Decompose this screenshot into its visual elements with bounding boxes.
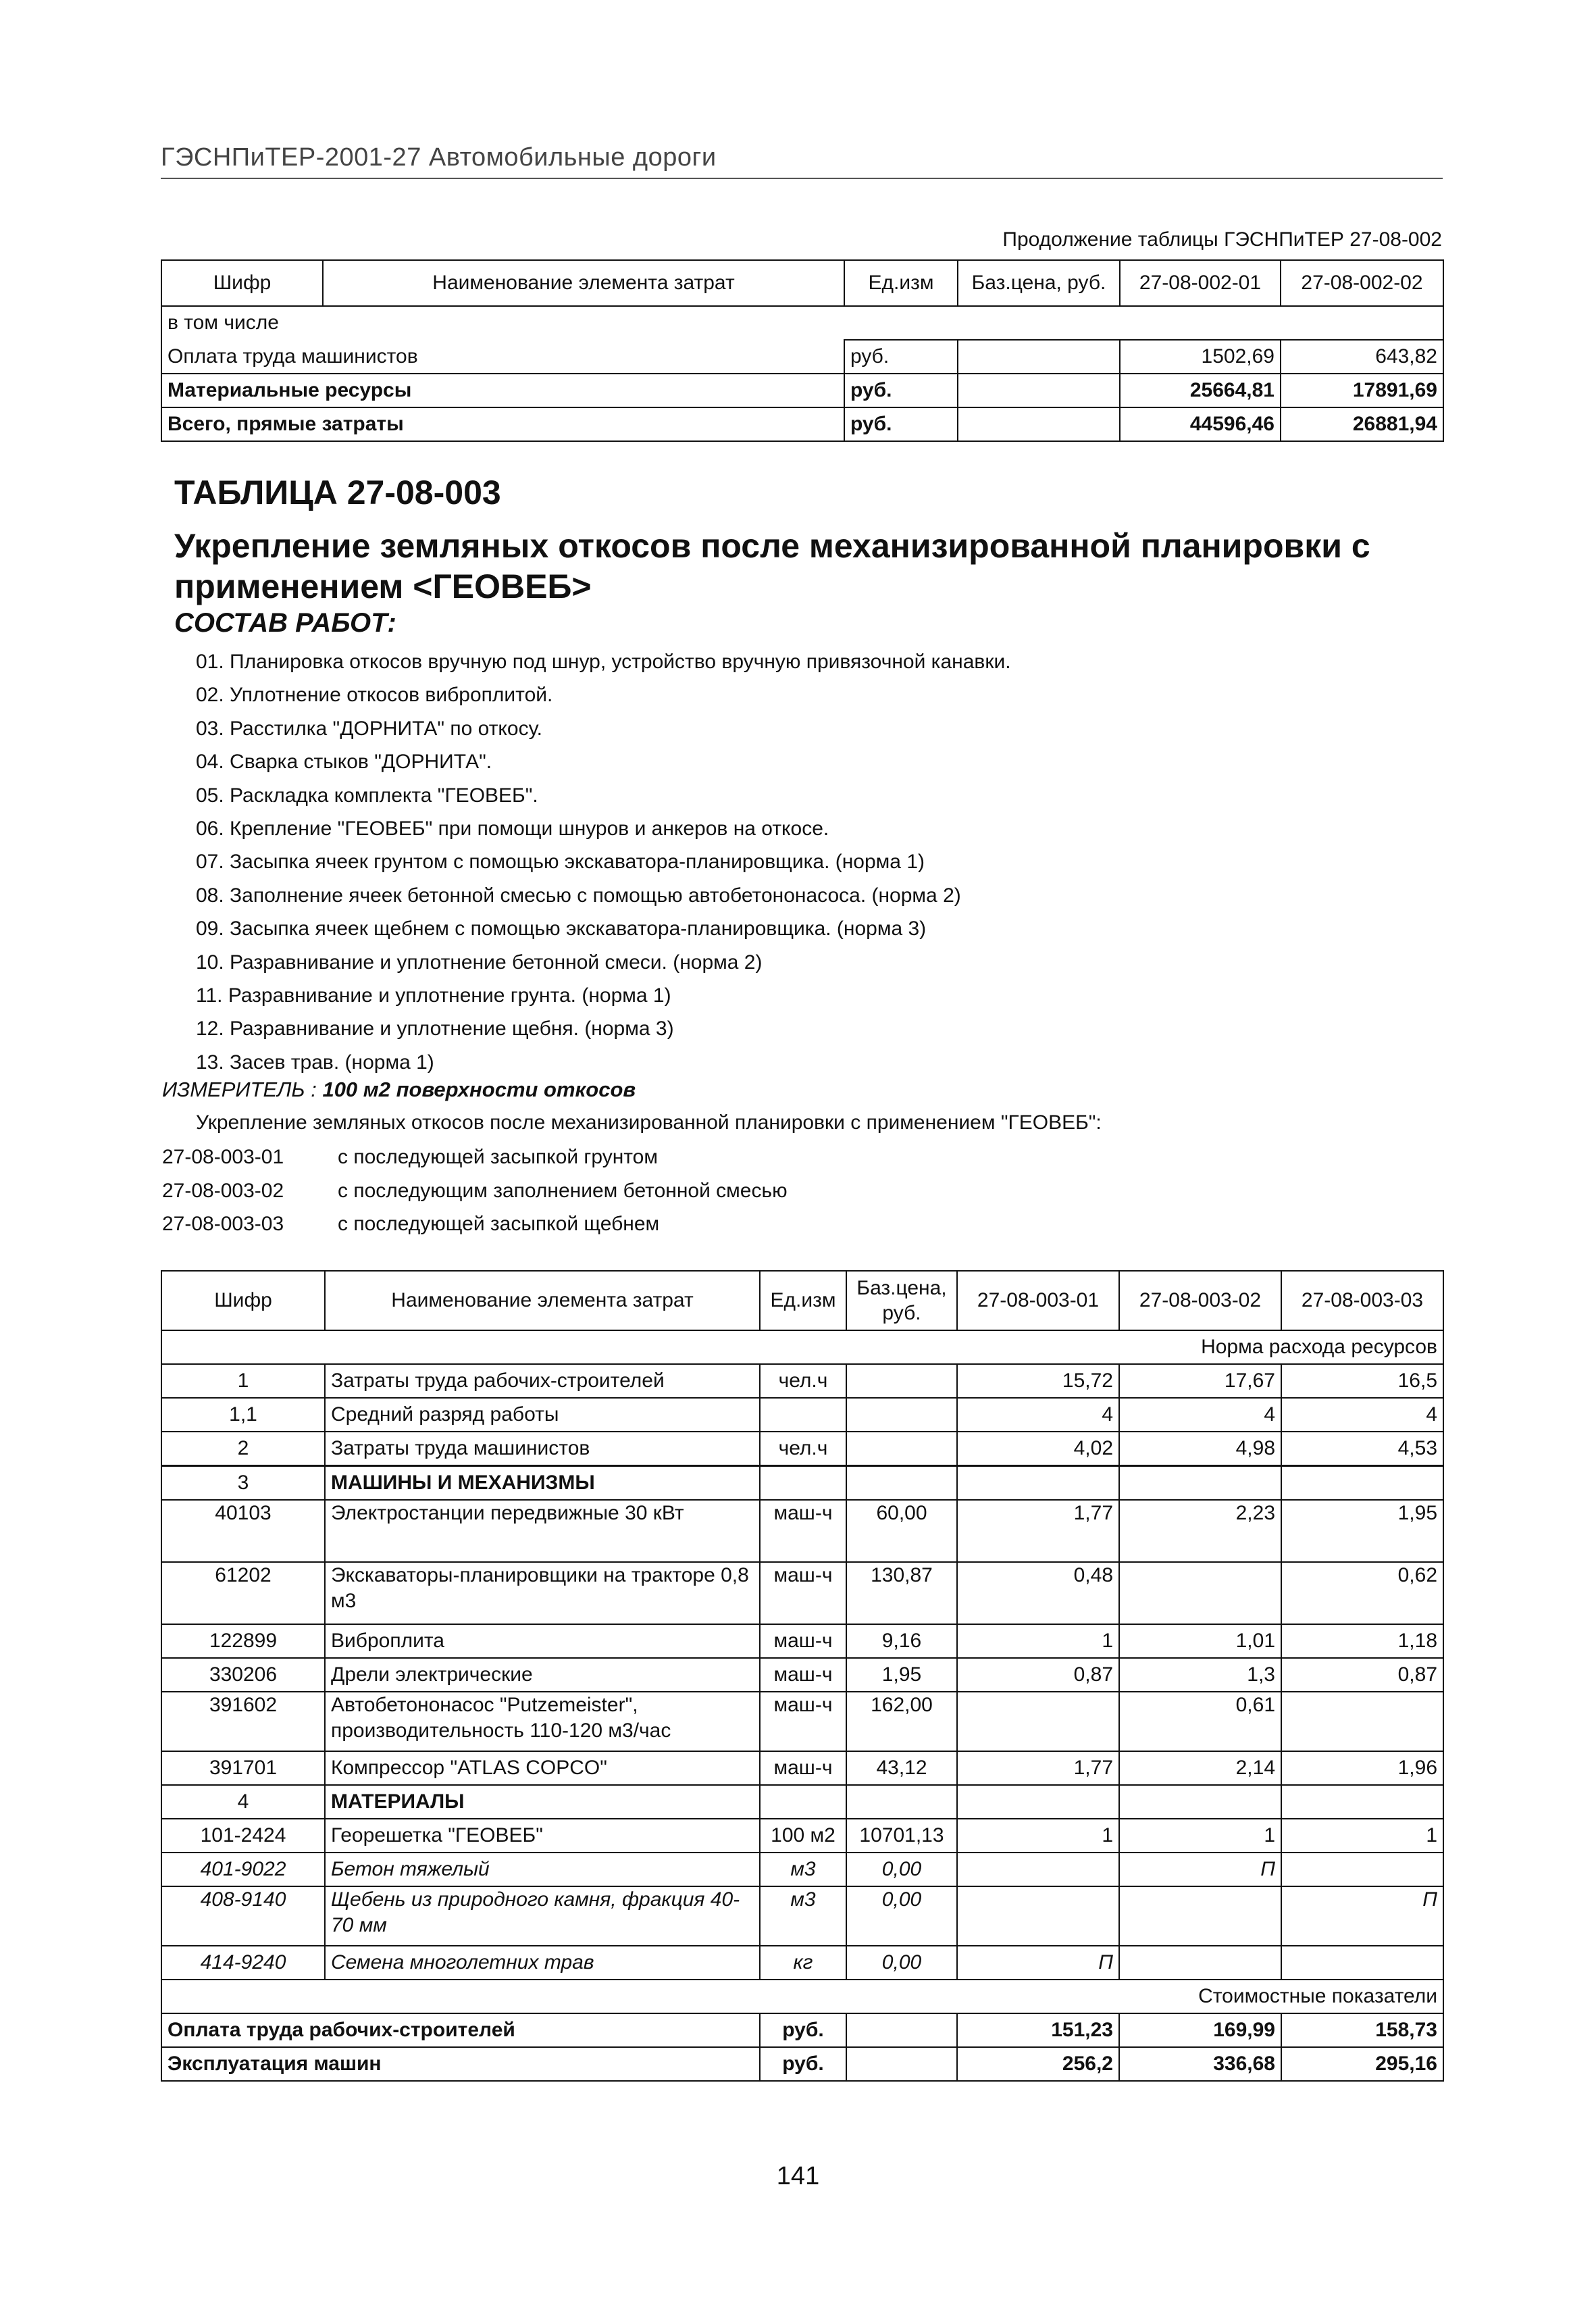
table-row [161,340,1443,374]
row-value: 2,14 [1119,1751,1281,1785]
row-value: 643,82 [1281,340,1443,374]
row-base-price [846,1398,957,1432]
column-header: 27-08-003-03 [1281,1271,1443,1330]
row-value: 4 [957,1398,1119,1432]
works-list [196,645,1011,1079]
row-base-price: 10701,13 [846,1819,957,1853]
column-header: Баз.цена, руб. [846,1271,957,1330]
measure-line [162,1078,636,1102]
column-header: 27-08-003-02 [1119,1271,1281,1330]
running-header: ГЭСНПиТЕР-2001-27 Автомобильные дороги [161,143,1443,179]
row-value [1119,1562,1281,1624]
list-item: 10. Разравнивание и уплотнение бетонной смеси. (норма 2) [196,951,763,974]
variant-text: с последующим заполнением бетонной смесью [338,1179,788,1202]
list-item: 09. Засыпка ячеек щебнем с помощью экскаватора-планировщика. (норма 3) [196,917,927,940]
row-code: 401-9022 [161,1853,325,1886]
row-base-price [958,340,1120,374]
works-composition-label: СОСТАВ РАБОТ: [174,608,396,638]
row-base-price: 0,00 [846,1853,957,1886]
row-code: 391602 [161,1692,325,1751]
table-title: ТАБЛИЦА 27-08-003 [174,474,501,511]
row-unit: руб. [844,374,958,407]
row-unit: маш-ч [760,1692,846,1751]
table-row [161,1886,1443,1946]
row-name: Бетон тяжелый [325,1853,760,1886]
resource-table-27-08-003 [161,1270,1444,2082]
list-item [162,1174,788,1208]
list-item: 01. Планировка откосов вручную под шнур, устройство вручную привязочной канавки. [196,651,1011,673]
row-value [957,1853,1119,1886]
row-value: 16,5 [1281,1364,1443,1398]
row-unit: маш-ч [760,1751,846,1785]
cost-section-header: Стоимостные показатели [161,1980,1443,2013]
row-name: Оплата труда машинистов [161,340,844,374]
row-value [957,1692,1119,1751]
row-value [1281,1853,1443,1886]
row-value: 0,87 [1281,1658,1443,1692]
row-value: 1 [1281,1819,1443,1853]
row-unit [760,1466,846,1501]
row-code: 1,1 [161,1398,325,1432]
row-value: П [1119,1853,1281,1886]
row-name: Георешетка "ГЕОВЕБ" [325,1819,760,1853]
row-value: 1 [957,1624,1119,1658]
row-value: П [1281,1886,1443,1946]
row-base-price [846,2047,957,2081]
row-code: 408-9140 [161,1886,325,1946]
row-base-price [958,374,1120,407]
row-name: Щебень из природного камня, фракция 40-70 мм [325,1886,760,1946]
table-row [161,1751,1443,1785]
column-header: Наименование элемента затрат [323,260,844,306]
row-base-price [846,1785,957,1819]
row-value: 1,18 [1281,1624,1443,1658]
table-row [161,374,1443,407]
row-name: Дрели электрические [325,1658,760,1692]
row-unit: руб. [844,407,958,441]
row-code: 1 [161,1364,325,1398]
row-value: 4,53 [1281,1432,1443,1466]
column-header: Наименование элемента затрат [325,1271,760,1330]
table-row [161,1692,1443,1751]
variant-text: с последующей засыпкой щебнем [338,1213,660,1235]
table-row [161,1364,1443,1398]
row-value: 4,02 [957,1432,1119,1466]
list-item: 07. Засыпка ячеек грунтом с помощью экскаватора-планировщика. (норма 1) [196,851,925,874]
column-header: 27-08-003-01 [957,1271,1119,1330]
row-unit [760,1398,846,1432]
row-value: 0,87 [957,1658,1119,1692]
row-value: 169,99 [1119,2013,1281,2047]
list-item [162,1207,788,1241]
row-base-price: 162,00 [846,1692,957,1751]
row-value: 336,68 [1119,2047,1281,2081]
table-row [161,1785,1443,1819]
row-base-price [846,1364,957,1398]
list-item: 02. Уплотнение откосов виброплитой. [196,684,553,707]
table-row [161,2047,1443,2081]
variant-code: 27-08-003-02 [162,1179,284,1202]
row-value [1281,1946,1443,1980]
row-name: Семена многолетних трав [325,1946,760,1980]
resource-table-27-08-002 [161,259,1444,442]
row-base-price: 130,87 [846,1562,957,1624]
row-value: 1,77 [957,1751,1119,1785]
row-name: Средний разряд работы [325,1398,760,1432]
column-header: Баз.цена, руб. [958,260,1120,306]
variants-list [162,1140,788,1241]
row-name: Электростанции передвижные 30 кВт [325,1500,760,1562]
row-base-price [846,1432,957,1466]
row-code: 40103 [161,1500,325,1562]
row-unit: кг [760,1946,846,1980]
variant-code: 27-08-003-01 [162,1146,284,1168]
list-item: 05. Раскладка комплекта "ГЕОВЕБ". [196,784,538,807]
row-value: 26881,94 [1281,407,1443,441]
row-base-price [846,2013,957,2047]
row-name: Эксплуатация машин [161,2047,760,2081]
row-name: Компрессор "ATLAS COPCO" [325,1751,760,1785]
table-row [161,1500,1443,1562]
table-row [161,1980,1443,2013]
row-value [1119,1946,1281,1980]
row-value: П [957,1946,1119,1980]
measure-label: ИЗМЕРИТЕЛЬ : [162,1078,317,1101]
row-name: Экскаваторы-планировщики на тракторе 0,8 м3 [325,1562,760,1624]
row-unit [760,1785,846,1819]
measure-unit: 100 м2 поверхности откосов [322,1078,636,1101]
row-value: 1,96 [1281,1751,1443,1785]
table-row [161,306,1443,340]
row-value: 0,48 [957,1562,1119,1624]
row-unit: маш-ч [760,1500,846,1562]
list-item: 08. Заполнение ячеек бетонной смесью с помощью автобетононасоса. (норма 2) [196,884,961,907]
row-value: 0,61 [1119,1692,1281,1751]
row-unit: маш-ч [760,1658,846,1692]
column-header: 27-08-002-01 [1120,260,1281,306]
row-value [1281,1692,1443,1751]
list-item: 04. Сварка стыков "ДОРНИТА". [196,751,492,774]
row-base-price [958,407,1120,441]
row-value [957,1785,1119,1819]
variants-intro: Укрепление земляных откосов после механизированной планировки с применением "ГЕОВЕБ": [196,1111,1102,1134]
row-code: 61202 [161,1562,325,1624]
row-name: Затраты труда машинистов [325,1432,760,1466]
table-row [161,1330,1443,1364]
list-item: 11. Разравнивание и уплотнение грунта. (норма 1) [196,984,671,1007]
table-row [161,1853,1443,1886]
row-value: 2,23 [1119,1500,1281,1562]
column-header: Шифр [161,1271,325,1330]
list-item: 06. Крепление "ГЕОВЕБ" при помощи шнуров и анкеров на откосе. [196,817,829,840]
table-row [161,1946,1443,1980]
row-name: Оплата труда рабочих-строителей [161,2013,760,2047]
row-code: 3 [161,1466,325,1501]
list-item [162,1140,788,1174]
row-base-price: 0,00 [846,1946,957,1980]
row-code: 391701 [161,1751,325,1785]
row-name: МАШИНЫ И МЕХАНИЗМЫ [325,1466,760,1501]
row-value [1119,1466,1281,1501]
row-value [1281,1785,1443,1819]
row-base-price: 43,12 [846,1751,957,1785]
row-unit: руб. [760,2047,846,2081]
row-unit: чел.ч [760,1364,846,1398]
table-row [161,2013,1443,2047]
row-value: 1 [1119,1819,1281,1853]
row-value [1281,1466,1443,1501]
row-unit: маш-ч [760,1562,846,1624]
list-item: 13. Засев трав. (норма 1) [196,1051,434,1074]
row-name: Материальные ресурсы [161,374,844,407]
row-code: 330206 [161,1658,325,1692]
row-value: 0,62 [1281,1562,1443,1624]
table-continuation-note: Продолжение таблицы ГЭСНПиТЕР 27-08-002 [1002,228,1442,251]
row-value: 1,95 [1281,1500,1443,1562]
row-value: 1,3 [1119,1658,1281,1692]
in-total-label: в том числе [161,306,1443,340]
row-value [1119,1886,1281,1946]
row-value: 1502,69 [1120,340,1281,374]
row-name: Автобетононасос "Putzemeister", производительность 110-120 м3/час [325,1692,760,1751]
table-header-row [161,1271,1443,1330]
row-value: 4 [1281,1398,1443,1432]
row-value: 4 [1119,1398,1281,1432]
row-unit: маш-ч [760,1624,846,1658]
table-row [161,1819,1443,1853]
row-value: 25664,81 [1120,374,1281,407]
table-row [161,1432,1443,1466]
row-value: 1 [957,1819,1119,1853]
row-value: 256,2 [957,2047,1119,2081]
row-base-price: 0,00 [846,1886,957,1946]
row-code: 414-9240 [161,1946,325,1980]
table-row [161,1658,1443,1692]
row-code: 101-2424 [161,1819,325,1853]
table-row [161,1466,1443,1501]
page-number: 141 [776,2162,820,2190]
row-name: Затраты труда рабочих-строителей [325,1364,760,1398]
row-code: 122899 [161,1624,325,1658]
row-unit: м3 [760,1886,846,1946]
row-value: 295,16 [1281,2047,1443,2081]
norm-section-header: Норма расхода ресурсов [161,1330,1443,1364]
row-unit: руб. [760,2013,846,2047]
table-header-row [161,260,1443,306]
column-header: Ед.изм [844,260,958,306]
row-unit: м3 [760,1853,846,1886]
row-unit: 100 м2 [760,1819,846,1853]
row-value [1119,1785,1281,1819]
list-item: 12. Разравнивание и уплотнение щебня. (норма 3) [196,1017,674,1040]
row-name: Всего, прямые затраты [161,407,844,441]
column-header: Ед.изм [760,1271,846,1330]
column-header: Шифр [161,260,323,306]
row-base-price [846,1466,957,1501]
variant-code: 27-08-003-03 [162,1213,284,1235]
row-unit: руб. [844,340,958,374]
variant-text: с последующей засыпкой грунтом [338,1146,658,1168]
table-row [161,1562,1443,1624]
column-header: 27-08-002-02 [1281,260,1443,306]
row-value: 151,23 [957,2013,1119,2047]
row-value: 15,72 [957,1364,1119,1398]
row-value: 17891,69 [1281,374,1443,407]
row-value: 17,67 [1119,1364,1281,1398]
row-base-price: 9,16 [846,1624,957,1658]
row-code: 4 [161,1785,325,1819]
row-value: 1,01 [1119,1624,1281,1658]
table-subtitle: Укрепление земляных откосов после механизированной планировки с применением <ГЕОВЕБ> [174,527,1370,605]
row-value: 4,98 [1119,1432,1281,1466]
row-code: 2 [161,1432,325,1466]
row-value: 158,73 [1281,2013,1443,2047]
list-item: 03. Расстилка "ДОРНИТА" по откосу. [196,717,542,740]
row-value [957,1466,1119,1501]
row-name: Виброплита [325,1624,760,1658]
table-row [161,1624,1443,1658]
row-base-price: 60,00 [846,1500,957,1562]
row-value [957,1886,1119,1946]
row-unit: чел.ч [760,1432,846,1466]
table-row [161,407,1443,441]
row-value: 1,77 [957,1500,1119,1562]
table-row [161,1398,1443,1432]
row-value: 44596,46 [1120,407,1281,441]
row-name: МАТЕРИАЛЫ [325,1785,760,1819]
row-base-price: 1,95 [846,1658,957,1692]
